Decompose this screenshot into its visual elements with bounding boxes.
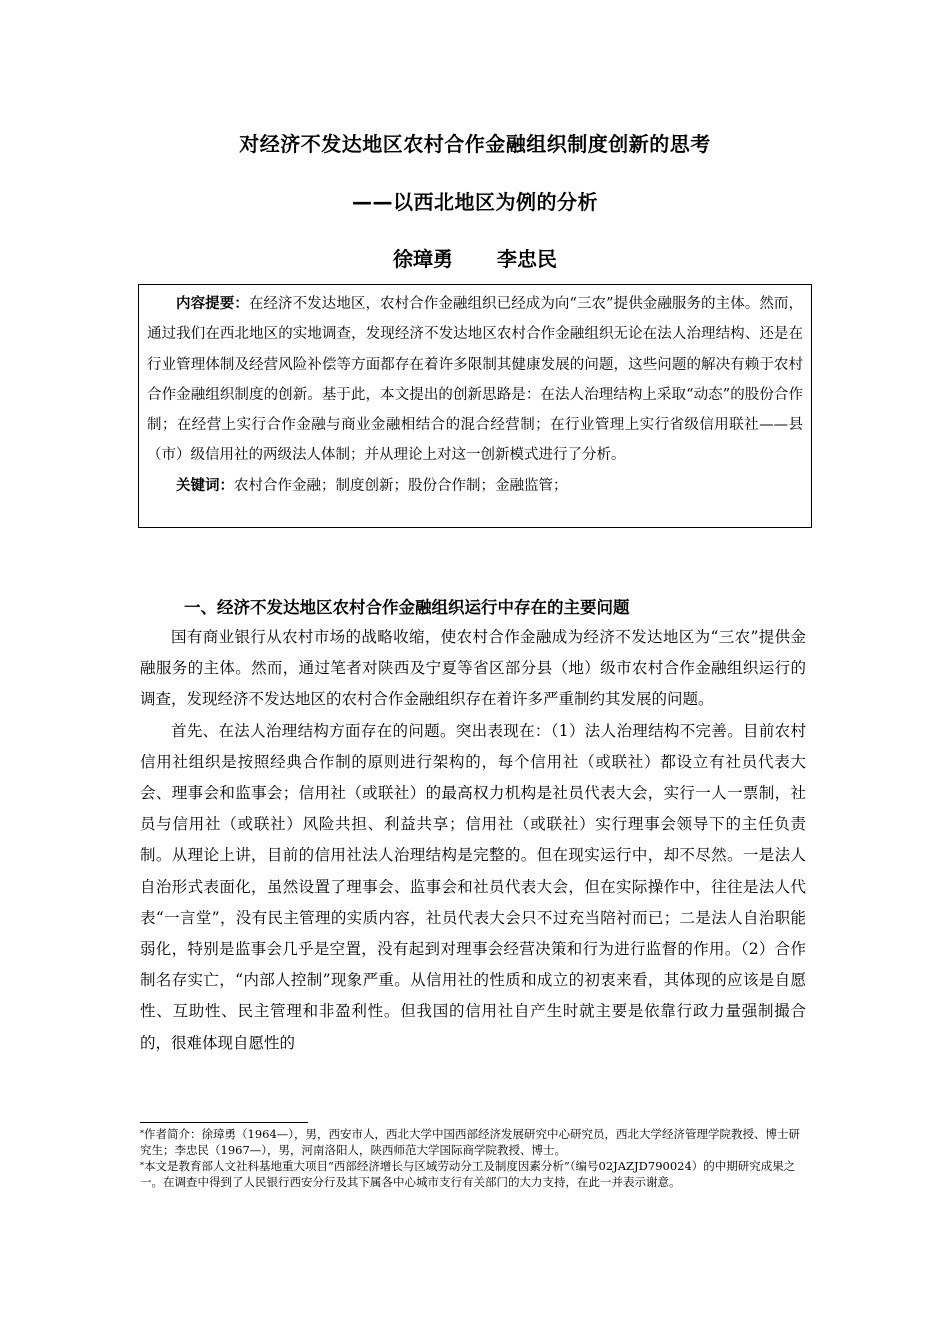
keywords-text: 农村合作金融；制度创新；股份合作制；金融监管； (234, 477, 568, 494)
abstract-text: 在经济不发达地区，农村合作金融组织已经成为向“三农”提供金融服务的主体。然而，通过我们在西北地区的实地调查，发现经济不发达地区农村合作金融组织无论在法人治理结构、还是在行业管理体制及经营风险补偿等方面都存在着许多限制其健康发展的问题，这些问题的解决有赖于农村合作金融组织制度的创新。基于此，本文提出的创新思路是：在法人治理结构上采取“动态”的股份合作制；在经营上实行合作金融与商业金融相结合的混合经营制；在行业管理上实行省级信用联社——县（市）级信用社的两级法人体制；并从理论上对这一创新模式进行了分析。 (147, 296, 804, 464)
footnote-mark: * (140, 1161, 144, 1170)
footnote-divider (140, 1122, 308, 1123)
abstract-box (138, 284, 812, 528)
body-paragraph: 首先、在法人治理结构方面存在的问题。突出表现在：（1）法人治理结构不完善。目前农村信用社组织是按照经典合作制的原则进行架构的，每个信用社（或联社）都设立有社员代表大会、理事会和监事会；信用社（或联社）的最高权力机构是社员代表大会，实行一人一票制，社员与信用社（或联社）风险共担、利益共享；信用社（或联社）实行理事会领导下的主任负责制。从理论上讲，目前的信用社法人治理结构是完整的。但在现实运行中，却不尽然。一是法人自治形式表面化，虽然设置了理事会、监事会和社员代表大会，但在实际操作中，往往是法人代表“一言堂”，没有民主管理的实质内容，社员代表大会只不过充当陪衬而已；二是法人自治职能弱化，特别是监事会几乎是空置，没有起到对理事会经营决策和行为进行监督的作用。（2）合作制名存实亡，“内部人控制”现象严重。从信用社的性质和成立的初衷来看，其体现的应该是自愿性、互助性、民主管理和非盈利性。但我国的信用社自产生时就主要是依靠行政力量强制撮合的，很难体现自愿性的 (140, 721, 806, 1052)
paper-title: 对经济不发达地区农村合作金融组织制度创新的思考 (239, 132, 711, 156)
footnote-text: 本文是教育部人文社科基地重大项目“西部经济增长与区域劳动分工及制度因素分析”（编号02JAZJD790024）的中期研究成果之一。在调查中得到了人民银行西安分行及其下属各中心城市支行有关部门的大力支持，在此一并表示谢意。 (140, 1159, 796, 1189)
section-body (140, 622, 806, 1059)
paper-subtitle: ——以西北地区为例的分析 (352, 190, 598, 214)
keywords-label: 关键词： (176, 477, 234, 494)
footnote-text: 作者简介：徐璋勇（1964—），男，西安市人，西北大学中国西部经济发展研究中心研究员，西北大学经济管理学院教授、博士研究生；李忠民（1967—），男，河南洛阳人，陕西师范大学国际商学院教授、博士。 (140, 1127, 801, 1157)
section-heading: 一、经济不发达地区农村合作金融组织运行中存在的主要问题 (184, 598, 630, 617)
author-name: 李忠民 (497, 247, 557, 271)
footnotes (140, 1126, 808, 1190)
author-line (0, 243, 950, 272)
author-name: 徐璋勇 (393, 247, 453, 271)
body-paragraph: 国有商业银行从农村市场的战略收缩，使农村合作金融成为经济不发达地区为“三农”提供金融服务的主体。然而，通过笔者对陕西及宁夏等省区部分县（地）级市农村合作金融组织运行的调查，发现经济不发达地区的农村合作金融组织存在着许多严重制约其发展的问题。 (140, 628, 806, 709)
abstract-paragraph (147, 289, 803, 471)
abstract-label: 内容提要： (176, 296, 249, 312)
keywords-line (147, 471, 803, 501)
footnote (140, 1126, 808, 1158)
footnote-mark: * (140, 1129, 144, 1138)
footnote (140, 1158, 808, 1190)
